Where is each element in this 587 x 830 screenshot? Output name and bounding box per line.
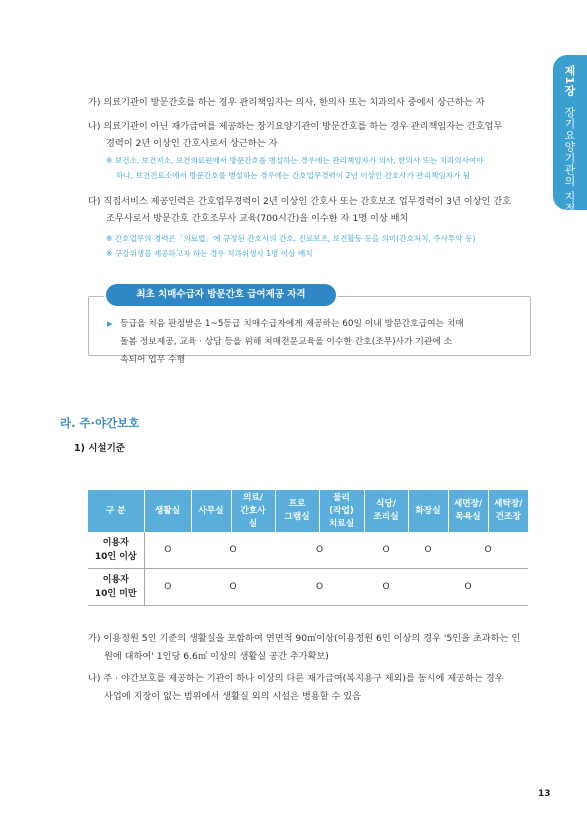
table-cell: O [408,532,448,569]
header-cell: 화장실 [408,490,448,532]
table-cell: O [191,569,275,606]
chapter-title: 장기요양기관의 지정 [563,106,576,214]
after-table-na-line2: 사업에 지장이 없는 범위에서 생활실 외의 시설은 병용할 수 있음 [104,691,362,702]
after-table-ga-line2: 원에 대하여' 1인당 6.6㎡ 이상의 생활실 공간 추가확보) [104,651,329,662]
paragraph-na-line2: 경력이 2년 이상인 간호사로서 상근하는 자 [106,138,278,149]
section-title: 라. 주·야간보호 [60,416,140,430]
table-cell: O [275,569,364,606]
table-cell: O [364,532,408,569]
header-cell: 물리 (작업) 치료실 [319,490,364,532]
paragraph-ga: 가) 의료기관이 방문간호를 하는 경우 관리책임자는 의사, 한의사 또는 치과의사 중에서 상근하는 자 [88,97,485,108]
note-da-line2: ※ 구강위생을 제공하고자 하는 경우 치과위생사 1명 이상 배치 [106,249,313,258]
row-label: 이용자 10인 미만 [88,569,144,606]
header-cell: 의료/ 간호사 실 [231,490,275,532]
section-subtitle: 1) 시설기준 [74,443,125,454]
header-cell: 생활실 [144,490,191,532]
after-table-ga-line1: 가) 이용정원 5인 기준의 생활실을 포함하여 연면적 90㎡이상(이용정원 6인 이상의 경우 '5인을 초과하는 인 [88,633,521,644]
table-row [88,569,528,606]
facility-standards-table [88,490,528,606]
table-cell: O [144,532,191,569]
page-number: 13 [538,789,551,799]
table-cell: O [364,569,408,606]
header-cell: 세면장/ 목욕실 [448,490,488,532]
note-na-line1: ※ 보건소, 보건지소, 보건의료원에서 방문간호를 병설하는 경우에는 관리책임자가 의사, 한의사 또는 치과의사여야 [106,156,484,165]
header-cell: 식당/ 조리실 [364,490,408,532]
table-cell: O [408,569,528,606]
header-cell: 구 분 [88,490,144,532]
table-cell: O [448,532,528,569]
triangle-bullet-icon: ▶ [107,320,113,328]
table-cell: O [191,532,275,569]
header-cell: 세탁장/ 건조장 [488,490,528,532]
table-cell: O [275,532,364,569]
chapter-number: 제1장 [563,65,576,97]
info-box-title: 최초 치매수급자 방문간호 급여제공 자격 [106,284,336,306]
note-na-line2: 하나, 보건진료소에서 방문간호를 병설하는 경우에는 간호업무경력이 2년 이상인 간호사가 관리책임자가 됨 [116,171,471,180]
after-table-na-line1: 나) 주 · 야간보호를 제공하는 기관이 하나 이상의 다른 재가급여(복지용구 제외)를 동시에 제공하는 경우 [88,673,504,684]
table-row [88,532,528,569]
info-box-line2: 돌봄 정보제공, 교육 · 상담 등을 위해 치매전문교육을 이수한 간호(조무)사가 기관에 소 [120,337,453,347]
paragraph-da-line1: 다) 직접서비스 제공인력은 간호업무경력이 2년 이상인 간호사 또는 간호보조 업무경력이 3년 이상인 간호 [88,196,512,207]
table-cell: O [144,569,191,606]
info-box-line1: 등급을 처음 판정받은 1~5등급 치매수급자에게 제공하는 60일 이내 방문간호급여는 치매 [120,319,464,329]
row-label: 이용자 10인 이상 [88,532,144,569]
paragraph-da-line2: 조무사로서 방문간호 간호조무사 교육(700시간)을 이수한 자 1명 이상 배치 [106,213,409,224]
header-cell: 프로 그램실 [275,490,319,532]
header-cell: 사무실 [191,490,231,532]
info-box-line3: 속되어 업무 수행 [120,355,186,365]
paragraph-na-line1: 나) 의료기관이 아닌 재가급여를 제공하는 장기요양기관이 방문간호를 하는 경우 관리책임자는 간호업무 [88,121,503,132]
note-da-line1: ※ 간호업무의 경력은「의료법」에 규정된 간호사의 간호, 진료보조, 보건활동 등을 의미(간호처치, 주사투약 등) [106,234,476,243]
chapter-side-tab [553,55,587,214]
table-header-row [88,490,528,532]
